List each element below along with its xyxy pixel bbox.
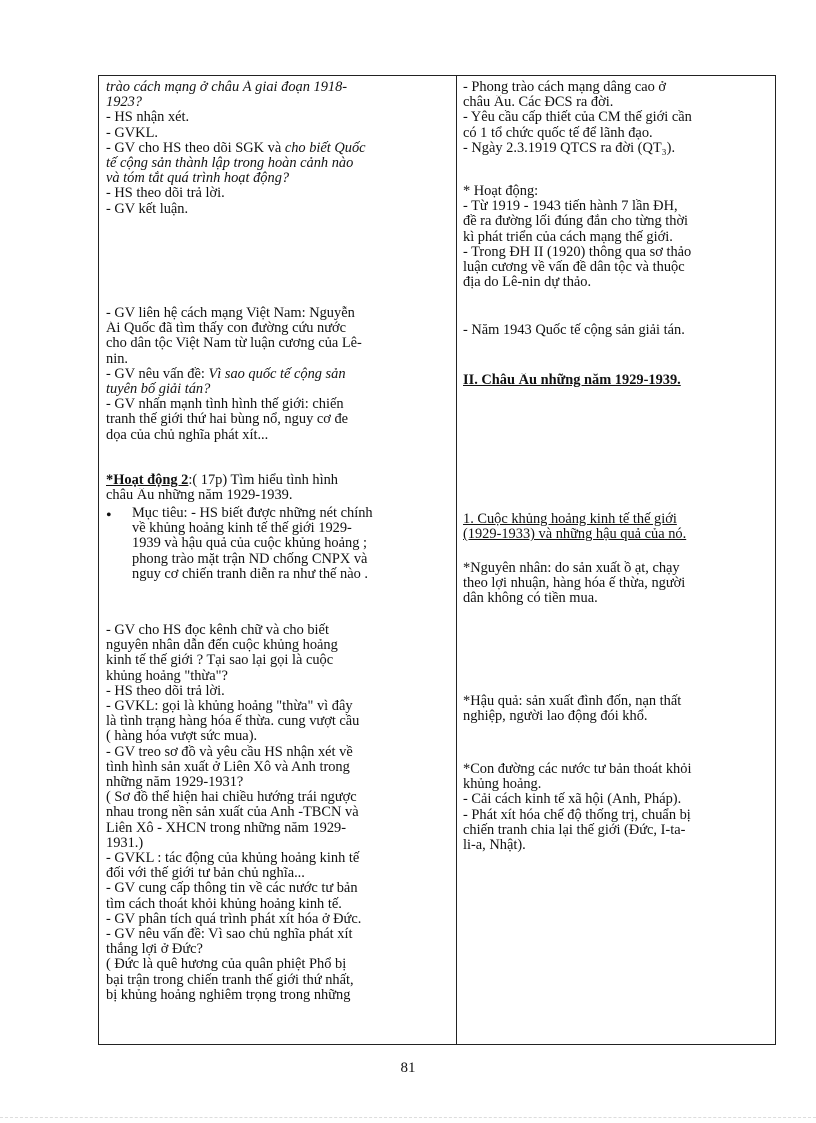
- text-line: dân không có tiền mua.: [463, 591, 598, 607]
- text-line: - GV cho HS đọc kênh chữ và cho biết: [106, 623, 329, 638]
- text-fragment: - GV nêu vấn đề:: [106, 366, 209, 382]
- text-line: ( Đức là quê hương của quân phiệt Phổ bị: [106, 957, 347, 973]
- text-block-r7: [463, 694, 770, 724]
- text-line: - HS theo dõi trả lời.: [106, 683, 225, 699]
- text-line: nghiệp, người lao động đói khổ.: [463, 709, 648, 725]
- teacher-activity-column: [99, 76, 456, 1044]
- text-line: [106, 141, 450, 156]
- text-line: bị khủng hoảng nghiêm trọng trong những: [106, 987, 351, 1003]
- text-line: thắng lợi ở Đức?: [106, 942, 203, 958]
- text-line: luận cương về vấn đề dân tộc và thuộc: [463, 260, 685, 276]
- text-line: dọa của chủ nghĩa phát xít...: [106, 427, 269, 443]
- text-line: *Nguyên nhân: do sản xuất ồ ạt, chạy: [463, 561, 680, 576]
- text-line: - Cải cách kinh tế xã hội (Anh, Pháp).: [463, 792, 682, 808]
- text-line: ( hàng hóa vượt sức mua).: [106, 729, 258, 745]
- text-line: Ái Quốc đã tìm thấy con đường cứu nước: [106, 321, 347, 337]
- text-line: tìm cách thoát khỏi khủng hoảng kinh tế.: [106, 896, 342, 912]
- text-line: đề ra đường lối đúng đắn cho từng thời: [463, 214, 689, 230]
- text-line: li-a, Nhật).: [463, 838, 526, 854]
- text-line: tranh thế giới thứ hai bùng nổ, nguy cơ đe: [106, 412, 349, 428]
- text-line: nin.: [106, 351, 128, 367]
- text-block-l5: [106, 623, 450, 1003]
- text-line: - GV kết luận.: [106, 201, 189, 217]
- text-block-r3: [463, 323, 770, 338]
- text-line: - Ngày 2.3.1919 QTCS ra đời (QT₃).: [463, 140, 676, 156]
- text-line: cho dân tộc Việt Nam từ luận cương của Lê-: [106, 336, 362, 352]
- footer-rule: [0, 1117, 816, 1118]
- text-fragment-italic: cho biết Quốc: [284, 140, 366, 156]
- text-block-l2: [106, 306, 450, 443]
- text-line: nguy cơ chiến tranh diễn ra như thế nào .: [132, 566, 368, 582]
- text-line: nhau trong nền sản xuất của Anh -TBCN và: [106, 805, 359, 821]
- text-line: là tình trạng hàng hóa ế thừa. cung vượt cầu: [106, 714, 360, 730]
- text-line: - GV phân tích quá trình phát xít hóa ở Đức.: [106, 911, 362, 927]
- text-block-l3: [106, 473, 450, 503]
- text-line: chiến tranh chia lại thế giới (Đức, I-ta-: [463, 822, 686, 838]
- text-line: - GV treo sơ đồ và yêu cầu HS nhận xét về: [106, 744, 353, 760]
- text-block-r1: [463, 80, 770, 156]
- text-line: 1939 và hậu quả của cuộc khủng hoảng ;: [132, 536, 367, 552]
- text-line: kinh tế thế giới ? Tại sao lại gọi là cuộc: [106, 653, 334, 669]
- activity-heading-rest: :( 17p) Tìm hiểu tình hình: [188, 473, 339, 488]
- text-line: những năm 1929-1931?: [106, 775, 244, 791]
- page-number: 81: [400, 1060, 416, 1076]
- bullet-text: [106, 506, 450, 582]
- text-line: - GV nêu vấn đề: Vì sao chủ nghĩa phát xít: [106, 927, 353, 943]
- activity-heading-label: *Hoạt động 2: [106, 473, 189, 488]
- text-line: 1931.): [106, 835, 144, 851]
- text-line: khủng hoảng "thừa"?: [106, 668, 228, 684]
- text-line: Liên Xô - XHCN trong những năm 1929-: [106, 820, 347, 836]
- text-line: *Con đường các nước tư bản thoát khỏi: [463, 762, 692, 777]
- text-line: đối với thế giới tư bản chủ nghĩa...: [106, 866, 305, 882]
- text-line: - GV cung cấp thông tin về các nước tư bản: [106, 881, 358, 897]
- text-block-r8: [463, 762, 770, 853]
- text-line: Mục tiêu: - HS biết được những nét chính: [132, 506, 373, 521]
- text-line: nguyên nhân dẫn đến cuộc khủng hoảng: [106, 638, 338, 654]
- text-block-l1: [106, 80, 450, 217]
- text-line: - GVKL : tác động của khủng hoảng kinh tế: [106, 851, 360, 867]
- text-line: 1. Cuộc khủng hoảng kinh tế thế giới: [463, 512, 677, 527]
- text-line: (1929-1933) và những hậu quả của nó.: [463, 527, 687, 543]
- text-line: bại trận trong chiến tranh thế giới thứ nhất,: [106, 972, 354, 988]
- objective-bullet: [106, 506, 450, 582]
- text-line: phong trào mặt trận ND chống CNPX và: [132, 551, 368, 567]
- text-line: châu Âu. Các ĐCS ra đời.: [463, 95, 614, 111]
- text-line: về khủng hoảng kinh tế thế giới 1929-: [132, 521, 352, 537]
- text-block-r2: [463, 184, 770, 290]
- text-line: [106, 367, 450, 382]
- text-line: - HS theo dõi trả lời.: [106, 186, 225, 202]
- text-fragment-italic: Vì sao quốc tế cộng sản: [208, 366, 346, 382]
- text-line: tình hình sản xuất ở Liên Xô và Anh trong: [106, 759, 350, 775]
- text-line: châu Âu những năm 1929-1939.: [106, 488, 293, 504]
- text-line: kì phát triển của cách mạng thế giới.: [463, 229, 673, 245]
- text-line: tế cộng sản thành lập trong hoàn cảnh nào: [106, 156, 354, 172]
- activity-heading: [106, 473, 450, 488]
- text-line: * Hoạt động:: [463, 184, 539, 199]
- text-line: - GVKL: gọi là khủng hoảng "thừa" vì đây: [106, 699, 353, 715]
- text-line: tuyên bố giải tán?: [106, 382, 211, 398]
- lesson-content-column: [457, 76, 777, 1044]
- text-line: - Phong trào cách mạng dâng cao ở: [463, 80, 667, 95]
- text-line: trào cách mạng ở châu Á giai đoạn 1918-: [106, 80, 348, 95]
- text-line: *Hậu quả: sản xuất đình đốn, nạn thất: [463, 694, 682, 709]
- text-block-r6: [463, 561, 770, 607]
- text-line: theo lợi nhuận, hàng hóa ế thừa, người: [463, 576, 686, 592]
- lesson-table: [98, 75, 776, 1045]
- text-line: - GVKL.: [106, 125, 158, 141]
- text-line: - HS nhận xét.: [106, 110, 190, 126]
- text-fragment: - GV cho HS theo dõi SGK và: [106, 140, 285, 156]
- text-line: - Yêu cầu cấp thiết của CM thế giới cần: [463, 110, 692, 126]
- text-line: II. Châu Âu những năm 1929-1939.: [463, 373, 681, 388]
- text-line: ( Sơ đồ thể hiện hai chiều hướng trái ngược: [106, 790, 357, 806]
- bullet-icon: •: [106, 507, 112, 524]
- text-line: địa do Lê-nin dự thảo.: [463, 275, 592, 291]
- text-line: khủng hoảng.: [463, 777, 542, 793]
- text-line: - GV liên hệ cách mạng Việt Nam: Nguyễn: [106, 306, 355, 321]
- text-line: có 1 tổ chức quốc tế để lãnh đạo.: [463, 125, 653, 141]
- text-line: - GV nhấn mạnh tình hình thế giới: chiến: [106, 397, 344, 413]
- text-line: 1923?: [106, 95, 142, 111]
- text-line: - Từ 1919 - 1943 tiến hành 7 lần ĐH,: [463, 199, 678, 215]
- text-line: - Phát xít hóa chế độ thống trị, chuẩn bị: [463, 807, 691, 823]
- text-line: - Trong ĐH II (1920) thông qua sơ thảo: [463, 244, 692, 260]
- text-block-r5: [463, 512, 770, 542]
- text-line: và tóm tắt quá trình hoạt động?: [106, 171, 290, 187]
- text-block-r4: [463, 373, 770, 388]
- text-line: - Năm 1943 Quốc tế cộng sản giải tán.: [463, 323, 685, 338]
